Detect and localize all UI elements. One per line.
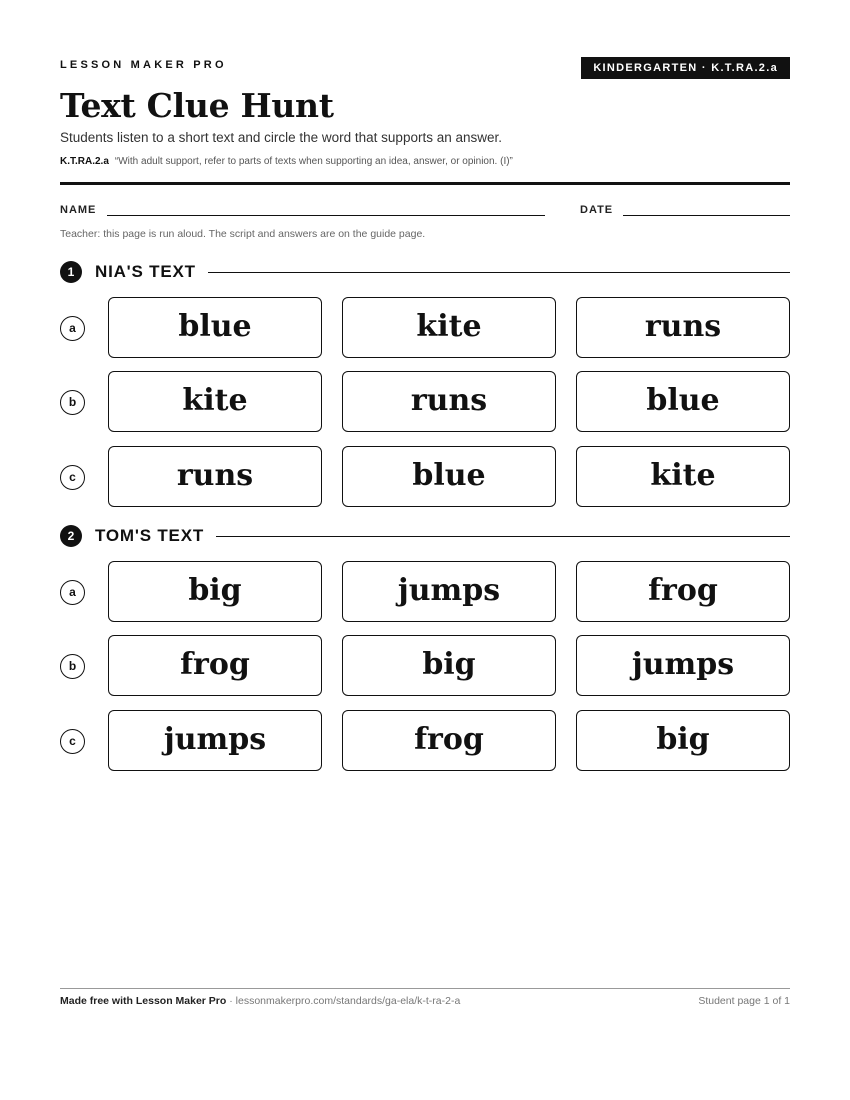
row-letter-badge: a — [60, 316, 85, 341]
section-number-badge: 1 — [60, 261, 82, 283]
date-label: DATE — [580, 204, 614, 216]
word-choice-box[interactable]: jumps — [108, 710, 322, 771]
word-choice-box[interactable]: big — [576, 710, 790, 771]
word-choice-box[interactable]: blue — [576, 371, 790, 432]
answer-row-b — [60, 635, 790, 697]
footer-page-label: Student page 1 of 1 — [698, 995, 790, 1007]
word-choice-box[interactable]: frog — [108, 635, 322, 696]
word-choice-box[interactable]: jumps — [576, 635, 790, 696]
word-choice-box[interactable]: frog — [576, 561, 790, 622]
answer-row-b — [60, 371, 790, 433]
word-choice-box[interactable]: jumps — [342, 561, 556, 622]
brand-row — [60, 57, 790, 79]
worksheet-page — [60, 0, 790, 1100]
section-heading — [60, 260, 790, 284]
section-number-badge: 2 — [60, 525, 82, 547]
word-choice-box[interactable]: big — [108, 561, 322, 622]
section-title: TOM'S TEXT — [95, 526, 216, 546]
word-choice-box[interactable]: kite — [342, 297, 556, 358]
answer-row-a — [60, 561, 790, 623]
word-choice-box[interactable]: blue — [342, 446, 556, 507]
standard-text: “With adult support, refer to parts of texts when supporting an idea, answer, or opinion. (I)” — [114, 156, 513, 167]
footer-credit — [60, 995, 460, 1007]
page-subtitle: Students listen to a short text and circle the word that supports an answer. — [60, 130, 502, 145]
name-label: NAME — [60, 204, 97, 216]
header-divider — [60, 182, 790, 185]
word-choice-box[interactable]: runs — [576, 297, 790, 358]
row-letter-badge: b — [60, 654, 85, 679]
section-heading — [60, 524, 790, 548]
row-letter-badge: a — [60, 580, 85, 605]
answer-row-c — [60, 446, 790, 508]
word-choice-box[interactable]: kite — [576, 446, 790, 507]
answer-row-a — [60, 297, 790, 359]
page-title: Text Clue Hunt — [60, 86, 334, 125]
footer-url[interactable]: · lessonmakerpro.com/standards/ga-ela/k-t-ra-2-a — [226, 995, 461, 1007]
date-field[interactable] — [623, 215, 790, 216]
standard-line — [60, 156, 513, 167]
word-choice-box[interactable]: blue — [108, 297, 322, 358]
row-letter-badge: c — [60, 729, 85, 754]
name-field[interactable] — [107, 215, 545, 216]
word-choice-box[interactable]: runs — [342, 371, 556, 432]
footer-divider — [60, 988, 790, 989]
answer-row-c — [60, 710, 790, 772]
word-choice-box[interactable]: kite — [108, 371, 322, 432]
row-letter-badge: c — [60, 465, 85, 490]
teacher-note: Teacher: this page is run aloud. The script and answers are on the guide page. — [60, 228, 426, 240]
row-letter-badge: b — [60, 390, 85, 415]
word-choice-box[interactable]: big — [342, 635, 556, 696]
word-choice-box[interactable]: frog — [342, 710, 556, 771]
section-title: NIA'S TEXT — [95, 262, 208, 282]
word-choice-box[interactable]: runs — [108, 446, 322, 507]
standard-code: K.T.RA.2.a — [60, 156, 109, 167]
brand-name: LESSON MAKER PRO — [60, 59, 227, 71]
grade-badge: KINDERGARTEN · K.T.RA.2.a — [581, 57, 790, 79]
name-date-row — [60, 204, 790, 218]
footer-made-with: Made free with Lesson Maker Pro — [60, 995, 227, 1007]
